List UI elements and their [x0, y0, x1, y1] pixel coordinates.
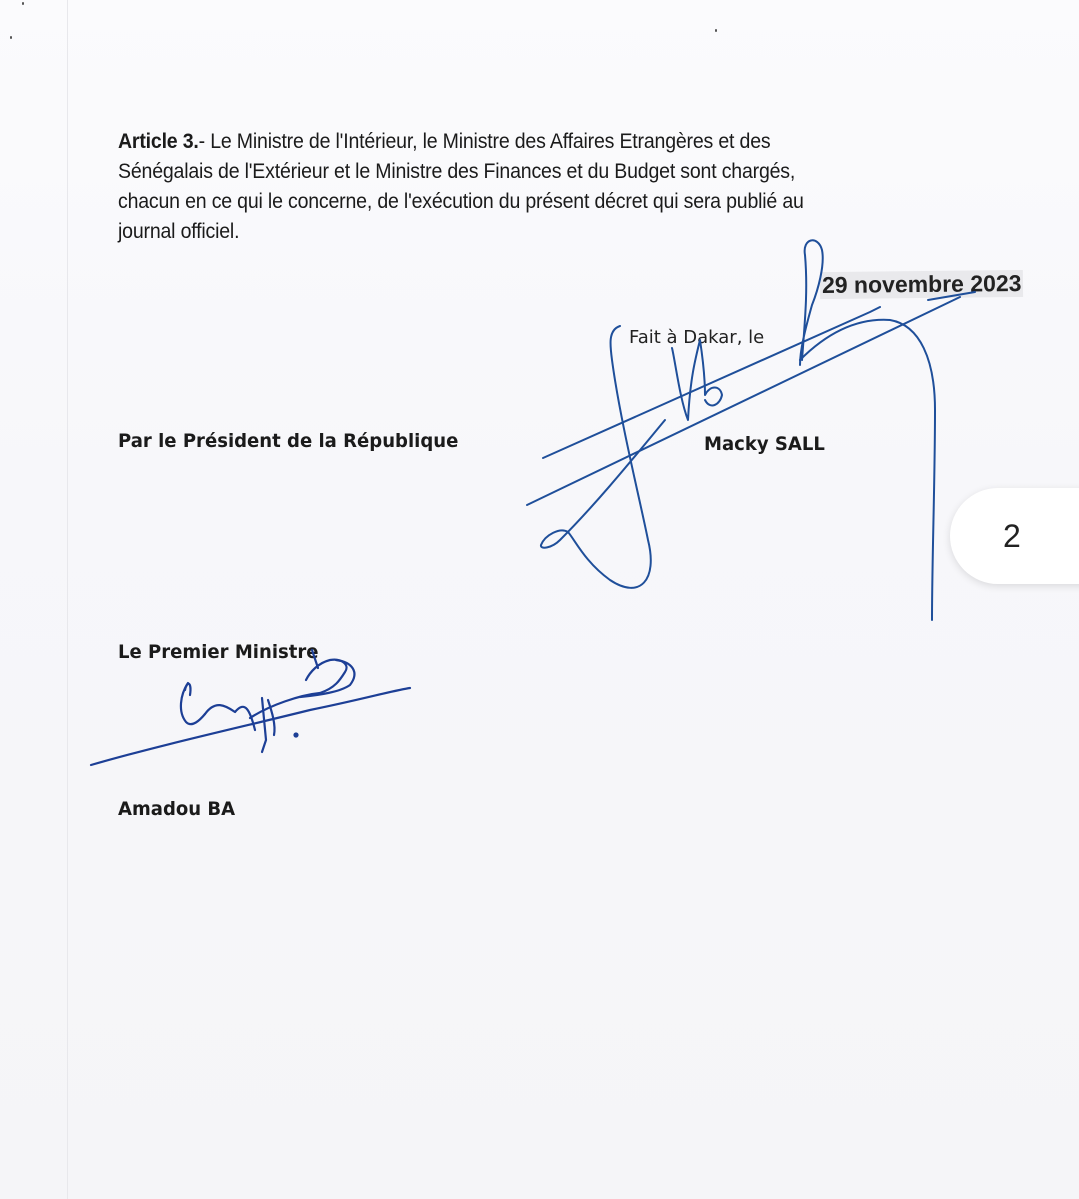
page-number-badge [950, 488, 1079, 584]
signing-place-label: Fait à Dakar, le [629, 327, 765, 348]
article-line-1: Article 3.- Le Ministre de l'Intérieur, le Ministre des Affaires Etrangères et des [118, 130, 771, 153]
president-name: Macky SALL [704, 433, 825, 455]
scan-edge-line [67, 0, 68, 1199]
article-line-3: chacun en ce qui le concerne, de l'exécution du présent décret qui sera publié au [118, 190, 804, 213]
scan-speck [10, 36, 12, 39]
article-3-paragraph [118, 127, 964, 247]
page-number: 2 [1003, 517, 1021, 554]
signing-date: 29 novembre 2023 [820, 270, 1024, 299]
scan-speck [22, 2, 24, 5]
article-label: Article 3. [118, 130, 199, 153]
article-line-4: journal officiel. [118, 220, 240, 243]
article-line-2: Sénégalais de l'Extérieur et le Ministre des Finances et du Budget sont chargés, [118, 160, 796, 183]
prime-minister-title: Le Premier Ministre [118, 641, 319, 663]
scan-speck [715, 29, 717, 32]
prime-minister-name: Amadou BA [118, 798, 236, 820]
by-president-label: Par le Président de la République [118, 430, 459, 452]
